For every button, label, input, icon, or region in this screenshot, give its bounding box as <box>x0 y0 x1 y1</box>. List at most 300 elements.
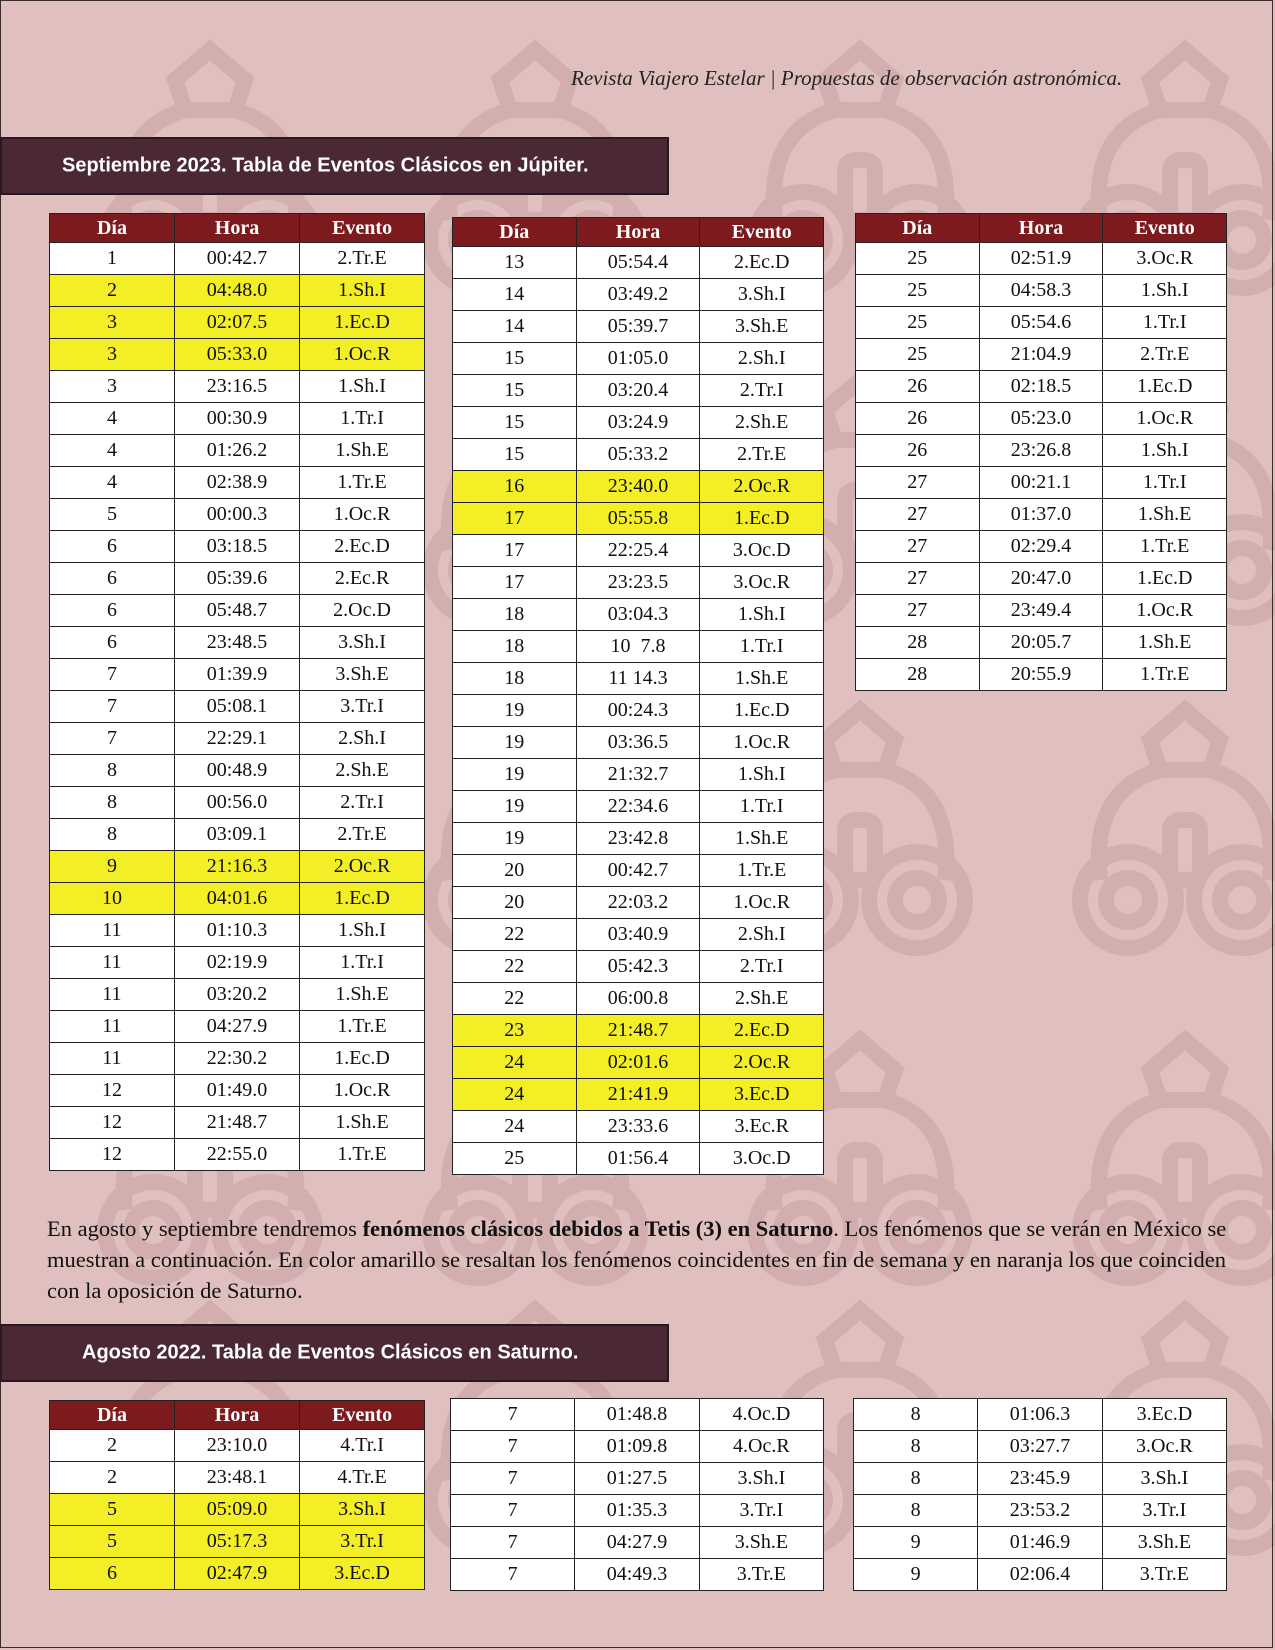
table-row <box>856 467 1227 499</box>
time-cell: 05:48.7 <box>174 595 299 627</box>
day-cell: 9 <box>854 1527 978 1559</box>
day-cell: 27 <box>856 467 980 499</box>
event-cell: 1.Ec.D <box>300 883 425 915</box>
event-cell: 1.Tr.I <box>700 631 824 663</box>
table-row <box>453 471 824 503</box>
table-row <box>50 1558 425 1590</box>
event-cell: 2.Tr.E <box>1103 339 1227 371</box>
column-header: Evento <box>300 1401 425 1430</box>
saturn-table-2 <box>450 1398 824 1591</box>
table-row <box>856 595 1227 627</box>
day-cell: 12 <box>50 1075 175 1107</box>
event-cell: 1.Ec.D <box>300 1043 425 1075</box>
event-cell: 1.Oc.R <box>700 727 824 759</box>
time-cell: 04:49.3 <box>575 1559 700 1591</box>
event-cell: 3.Tr.I <box>1102 1495 1226 1527</box>
jupiter-table-3 <box>855 213 1227 691</box>
time-cell: 22:34.6 <box>576 791 700 823</box>
event-cell: 3.Sh.E <box>300 659 425 691</box>
table-row <box>856 243 1227 275</box>
table-row <box>50 275 425 307</box>
time-cell: 23:42.8 <box>576 823 700 855</box>
table-row <box>50 915 425 947</box>
event-cell: 3.Tr.I <box>300 1526 425 1558</box>
table-row <box>453 855 824 887</box>
day-cell: 19 <box>453 823 577 855</box>
event-cell: 1.Sh.I <box>300 915 425 947</box>
day-cell: 5 <box>50 1526 175 1558</box>
day-cell: 16 <box>453 471 577 503</box>
day-cell: 25 <box>856 275 980 307</box>
table-row <box>50 1011 425 1043</box>
day-cell: 6 <box>50 595 175 627</box>
day-cell: 4 <box>50 403 175 435</box>
table-row <box>50 755 425 787</box>
time-cell: 23:10.0 <box>174 1430 299 1462</box>
day-cell: 6 <box>50 627 175 659</box>
event-cell: 1.Oc.R <box>300 499 425 531</box>
day-cell: 9 <box>50 851 175 883</box>
event-cell: 3.Tr.I <box>699 1495 823 1527</box>
event-cell: 3.Oc.R <box>700 567 824 599</box>
table-row <box>50 787 425 819</box>
event-cell: 2.Tr.E <box>300 819 425 851</box>
event-cell: 1.Sh.I <box>300 275 425 307</box>
event-cell: 4.Tr.E <box>300 1462 425 1494</box>
day-cell: 7 <box>451 1495 575 1527</box>
table-row <box>453 1111 824 1143</box>
event-cell: 2.Oc.R <box>700 471 824 503</box>
event-cell: 1.Sh.E <box>300 435 425 467</box>
time-cell: 22:03.2 <box>576 887 700 919</box>
event-cell: 1.Sh.E <box>1103 627 1227 659</box>
table-row <box>856 339 1227 371</box>
table-row <box>856 403 1227 435</box>
table-row <box>856 499 1227 531</box>
day-cell: 6 <box>50 563 175 595</box>
table-header-row <box>50 214 425 243</box>
day-cell: 4 <box>50 467 175 499</box>
table-row <box>453 631 824 663</box>
event-cell: 2.Tr.I <box>700 951 824 983</box>
time-cell: 20:05.7 <box>979 627 1103 659</box>
event-cell: 1.Tr.E <box>700 855 824 887</box>
event-cell: 1.Oc.R <box>300 1075 425 1107</box>
event-cell: 1.Sh.E <box>700 823 824 855</box>
table-row <box>453 343 824 375</box>
event-cell: 1.Oc.R <box>1103 403 1227 435</box>
time-cell: 05:54.4 <box>576 247 700 279</box>
table-row <box>453 311 824 343</box>
day-cell: 13 <box>453 247 577 279</box>
event-cell: 2.Sh.E <box>700 407 824 439</box>
time-cell: 22:55.0 <box>174 1139 299 1171</box>
day-cell: 6 <box>50 1558 175 1590</box>
saturn-table-1 <box>49 1400 425 1590</box>
day-cell: 25 <box>856 339 980 371</box>
time-cell: 23:48.5 <box>174 627 299 659</box>
table-row <box>854 1431 1227 1463</box>
table-row <box>856 435 1227 467</box>
day-cell: 17 <box>453 567 577 599</box>
time-cell: 22:29.1 <box>174 723 299 755</box>
table-row <box>453 823 824 855</box>
day-cell: 19 <box>453 759 577 791</box>
day-cell: 8 <box>50 787 175 819</box>
table-row <box>50 1075 425 1107</box>
table-row <box>50 499 425 531</box>
time-cell: 03:27.7 <box>978 1431 1103 1463</box>
day-cell: 5 <box>50 499 175 531</box>
day-cell: 10 <box>50 883 175 915</box>
day-cell: 6 <box>50 531 175 563</box>
event-cell: 4.Tr.I <box>300 1430 425 1462</box>
event-cell: 2.Tr.E <box>300 243 425 275</box>
day-cell: 22 <box>453 983 577 1015</box>
time-cell: 01:49.0 <box>174 1075 299 1107</box>
event-cell: 3.Sh.E <box>700 311 824 343</box>
event-cell: 1.Tr.I <box>300 947 425 979</box>
time-cell: 23:26.8 <box>979 435 1103 467</box>
event-cell: 3.Oc.D <box>700 535 824 567</box>
time-cell: 03:20.2 <box>174 979 299 1011</box>
time-cell: 04:48.0 <box>174 275 299 307</box>
day-cell: 8 <box>50 755 175 787</box>
table-row <box>453 375 824 407</box>
column-header: Evento <box>300 214 425 243</box>
event-cell: 1.Sh.E <box>300 979 425 1011</box>
day-cell: 25 <box>856 307 980 339</box>
time-cell: 03:20.4 <box>576 375 700 407</box>
table-row <box>453 919 824 951</box>
table-row <box>50 1430 425 1462</box>
day-cell: 7 <box>451 1559 575 1591</box>
event-cell: 3.Sh.I <box>300 627 425 659</box>
event-cell: 1.Sh.E <box>300 1107 425 1139</box>
day-cell: 26 <box>856 435 980 467</box>
day-cell: 20 <box>453 855 577 887</box>
column-header: Día <box>856 214 980 243</box>
page-header: Revista Viajero Estelar | Propuestas de observación astronómica. <box>571 66 1123 90</box>
table-row <box>50 1494 425 1526</box>
event-cell: 1.Oc.R <box>1103 595 1227 627</box>
table-row <box>50 1462 425 1494</box>
time-cell: 06:00.8 <box>576 983 700 1015</box>
table-row <box>453 407 824 439</box>
table-row <box>451 1495 824 1527</box>
day-cell: 14 <box>453 279 577 311</box>
day-cell: 19 <box>453 791 577 823</box>
event-cell: 1.Sh.I <box>700 759 824 791</box>
day-cell: 2 <box>50 275 175 307</box>
table-row <box>453 951 824 983</box>
time-cell: 01:37.0 <box>979 499 1103 531</box>
event-cell: 3.Sh.I <box>700 279 824 311</box>
table-row <box>50 435 425 467</box>
time-cell: 03:09.1 <box>174 819 299 851</box>
time-cell: 21:48.7 <box>576 1015 700 1047</box>
time-cell: 21:48.7 <box>174 1107 299 1139</box>
day-cell: 26 <box>856 371 980 403</box>
time-cell: 01:35.3 <box>575 1495 700 1527</box>
time-cell: 01:10.3 <box>174 915 299 947</box>
time-cell: 02:01.6 <box>576 1047 700 1079</box>
day-cell: 11 <box>50 1011 175 1043</box>
day-cell: 3 <box>50 307 175 339</box>
table-row <box>451 1527 824 1559</box>
table-row <box>50 627 425 659</box>
table-row <box>451 1559 824 1591</box>
time-cell: 02:06.4 <box>978 1559 1103 1591</box>
event-cell: 1.Tr.E <box>300 467 425 499</box>
event-cell: 3.Tr.E <box>699 1559 823 1591</box>
day-cell: 24 <box>453 1047 577 1079</box>
time-cell: 01:06.3 <box>978 1399 1103 1431</box>
event-cell: 1.Ec.D <box>1103 371 1227 403</box>
table-row <box>50 947 425 979</box>
day-cell: 8 <box>854 1495 978 1527</box>
table-row <box>50 339 425 371</box>
time-cell: 23:40.0 <box>576 471 700 503</box>
time-cell: 23:16.5 <box>174 371 299 403</box>
day-cell: 19 <box>453 695 577 727</box>
time-cell: 01:05.0 <box>576 343 700 375</box>
event-cell: 2.Sh.E <box>700 983 824 1015</box>
time-cell: 05:08.1 <box>174 691 299 723</box>
time-cell: 03:36.5 <box>576 727 700 759</box>
day-cell: 17 <box>453 535 577 567</box>
event-cell: 1.Oc.R <box>300 339 425 371</box>
event-cell: 1.Tr.I <box>700 791 824 823</box>
table-row <box>453 279 824 311</box>
event-cell: 2.Ec.R <box>300 563 425 595</box>
table-row <box>856 659 1227 691</box>
event-cell: 3.Oc.D <box>700 1143 824 1175</box>
table-row <box>50 595 425 627</box>
time-cell: 05:17.3 <box>174 1526 299 1558</box>
time-cell: 00:56.0 <box>174 787 299 819</box>
event-cell: 3.Ec.D <box>700 1079 824 1111</box>
time-cell: 21:32.7 <box>576 759 700 791</box>
event-cell: 2.Tr.I <box>700 375 824 407</box>
day-cell: 15 <box>453 439 577 471</box>
time-cell: 05:42.3 <box>576 951 700 983</box>
event-cell: 4.Oc.D <box>699 1399 823 1431</box>
day-cell: 24 <box>453 1079 577 1111</box>
saturn-title-banner <box>0 1324 669 1382</box>
table-row <box>453 887 824 919</box>
event-cell: 2.Tr.I <box>300 787 425 819</box>
table-row <box>50 1526 425 1558</box>
time-cell: 00:21.1 <box>979 467 1103 499</box>
day-cell: 4 <box>50 435 175 467</box>
event-cell: 3.Sh.I <box>300 1494 425 1526</box>
column-header: Hora <box>979 214 1103 243</box>
day-cell: 19 <box>453 727 577 759</box>
table-row <box>50 371 425 403</box>
time-cell: 05:39.6 <box>174 563 299 595</box>
table-row <box>50 467 425 499</box>
day-cell: 17 <box>453 503 577 535</box>
time-cell: 05:33.2 <box>576 439 700 471</box>
time-cell: 04:27.9 <box>575 1527 700 1559</box>
time-cell: 01:27.5 <box>575 1463 700 1495</box>
time-cell: 01:39.9 <box>174 659 299 691</box>
table-row <box>453 567 824 599</box>
event-cell: 3.Sh.I <box>1102 1463 1226 1495</box>
table-row <box>856 627 1227 659</box>
table-header-row <box>50 1401 425 1430</box>
time-cell: 01:26.2 <box>174 435 299 467</box>
day-cell: 9 <box>854 1559 978 1591</box>
column-header: Día <box>453 218 577 247</box>
table-row <box>451 1399 824 1431</box>
time-cell: 01:48.8 <box>575 1399 700 1431</box>
saturn-table-3 <box>853 1398 1227 1591</box>
event-cell: 2.Oc.R <box>700 1047 824 1079</box>
time-cell: 00:48.9 <box>174 755 299 787</box>
event-cell: 2.Sh.I <box>700 919 824 951</box>
day-cell: 7 <box>451 1431 575 1463</box>
day-cell: 25 <box>856 243 980 275</box>
day-cell: 22 <box>453 951 577 983</box>
time-cell: 20:55.9 <box>979 659 1103 691</box>
table-row <box>453 1015 824 1047</box>
event-cell: 3.Tr.E <box>1102 1559 1226 1591</box>
event-cell: 2.Tr.E <box>700 439 824 471</box>
time-cell: 02:29.4 <box>979 531 1103 563</box>
day-cell: 7 <box>451 1399 575 1431</box>
table-row <box>854 1559 1227 1591</box>
event-cell: 1.Ec.D <box>300 307 425 339</box>
event-cell: 4.Oc.R <box>699 1431 823 1463</box>
day-cell: 11 <box>50 915 175 947</box>
time-cell: 02:07.5 <box>174 307 299 339</box>
day-cell: 2 <box>50 1430 175 1462</box>
day-cell: 12 <box>50 1139 175 1171</box>
event-cell: 1.Ec.D <box>700 503 824 535</box>
event-cell: 1.Tr.E <box>1103 659 1227 691</box>
day-cell: 28 <box>856 659 980 691</box>
table-row <box>50 659 425 691</box>
day-cell: 18 <box>453 631 577 663</box>
day-cell: 23 <box>453 1015 577 1047</box>
table-row <box>453 599 824 631</box>
day-cell: 14 <box>453 311 577 343</box>
table-row <box>453 1143 824 1175</box>
time-cell: 05:39.7 <box>576 311 700 343</box>
event-cell: 1.Tr.E <box>300 1139 425 1171</box>
table-row <box>856 307 1227 339</box>
time-cell: 23:23.5 <box>576 567 700 599</box>
day-cell: 15 <box>453 375 577 407</box>
paragraph-text-start: En agosto y septiembre tendremos <box>47 1216 363 1241</box>
time-cell: 21:41.9 <box>576 1079 700 1111</box>
day-cell: 15 <box>453 407 577 439</box>
event-cell: 2.Sh.I <box>700 343 824 375</box>
table-row <box>50 883 425 915</box>
time-cell: 05:09.0 <box>174 1494 299 1526</box>
time-cell: 05:55.8 <box>576 503 700 535</box>
table-row <box>856 275 1227 307</box>
time-cell: 00:42.7 <box>174 243 299 275</box>
table-row <box>854 1463 1227 1495</box>
table-row <box>453 695 824 727</box>
day-cell: 26 <box>856 403 980 435</box>
time-cell: 02:51.9 <box>979 243 1103 275</box>
time-cell: 05:33.0 <box>174 339 299 371</box>
day-cell: 1 <box>50 243 175 275</box>
time-cell: 05:54.6 <box>979 307 1103 339</box>
day-cell: 28 <box>856 627 980 659</box>
time-cell: 01:09.8 <box>575 1431 700 1463</box>
day-cell: 11 <box>50 1043 175 1075</box>
time-cell: 04:01.6 <box>174 883 299 915</box>
table-row <box>50 723 425 755</box>
event-cell: 1.Oc.R <box>700 887 824 919</box>
day-cell: 7 <box>50 691 175 723</box>
time-cell: 05:23.0 <box>979 403 1103 435</box>
event-cell: 1.Sh.I <box>700 599 824 631</box>
jupiter-table-2 <box>452 217 824 1175</box>
time-cell: 01:46.9 <box>978 1527 1103 1559</box>
time-cell: 23:33.6 <box>576 1111 700 1143</box>
table-row <box>50 691 425 723</box>
table-row <box>50 563 425 595</box>
day-cell: 2 <box>50 1462 175 1494</box>
event-cell: 3.Sh.E <box>1102 1527 1226 1559</box>
event-cell: 1.Sh.E <box>700 663 824 695</box>
time-cell: 00:30.9 <box>174 403 299 435</box>
time-cell: 02:47.9 <box>174 1558 299 1590</box>
time-cell: 00:00.3 <box>174 499 299 531</box>
day-cell: 7 <box>451 1463 575 1495</box>
time-cell: 23:53.2 <box>978 1495 1103 1527</box>
day-cell: 7 <box>50 723 175 755</box>
day-cell: 7 <box>50 659 175 691</box>
table-row <box>50 819 425 851</box>
paragraph-bold: fenómenos clásicos debidos a Tetis (3) en Saturno <box>362 1216 834 1241</box>
event-cell: 2.Sh.E <box>300 755 425 787</box>
day-cell: 8 <box>854 1399 978 1431</box>
column-header: Hora <box>174 214 299 243</box>
event-cell: 3.Oc.R <box>1103 243 1227 275</box>
event-cell: 1.Sh.E <box>1103 499 1227 531</box>
paragraph-text-end: . Los fenómenos que se verán en México se muestran a continuación. En color amarillo se resaltan los fenómenos coincidentes en fin de semana y en naranja los que coinciden con la oposición de Saturno. <box>47 1216 1227 1303</box>
event-cell: 3.Sh.E <box>699 1527 823 1559</box>
day-cell: 8 <box>854 1431 978 1463</box>
event-cell: 1.Tr.E <box>300 1011 425 1043</box>
event-cell: 1.Tr.I <box>1103 467 1227 499</box>
event-cell: 3.Ec.D <box>300 1558 425 1590</box>
time-cell: 03:04.3 <box>576 599 700 631</box>
table-row <box>451 1463 824 1495</box>
event-cell: 1.Tr.I <box>300 403 425 435</box>
day-cell: 20 <box>453 887 577 919</box>
time-cell: 04:58.3 <box>979 275 1103 307</box>
day-cell: 5 <box>50 1494 175 1526</box>
table-row <box>50 243 425 275</box>
time-cell: 04:27.9 <box>174 1011 299 1043</box>
table-row <box>854 1527 1227 1559</box>
time-cell: 01:56.4 <box>576 1143 700 1175</box>
day-cell: 8 <box>854 1463 978 1495</box>
time-cell: 11 14.3 <box>576 663 700 695</box>
time-cell: 22:25.4 <box>576 535 700 567</box>
day-cell: 11 <box>50 947 175 979</box>
table-row <box>453 759 824 791</box>
event-cell: 2.Ec.D <box>700 247 824 279</box>
